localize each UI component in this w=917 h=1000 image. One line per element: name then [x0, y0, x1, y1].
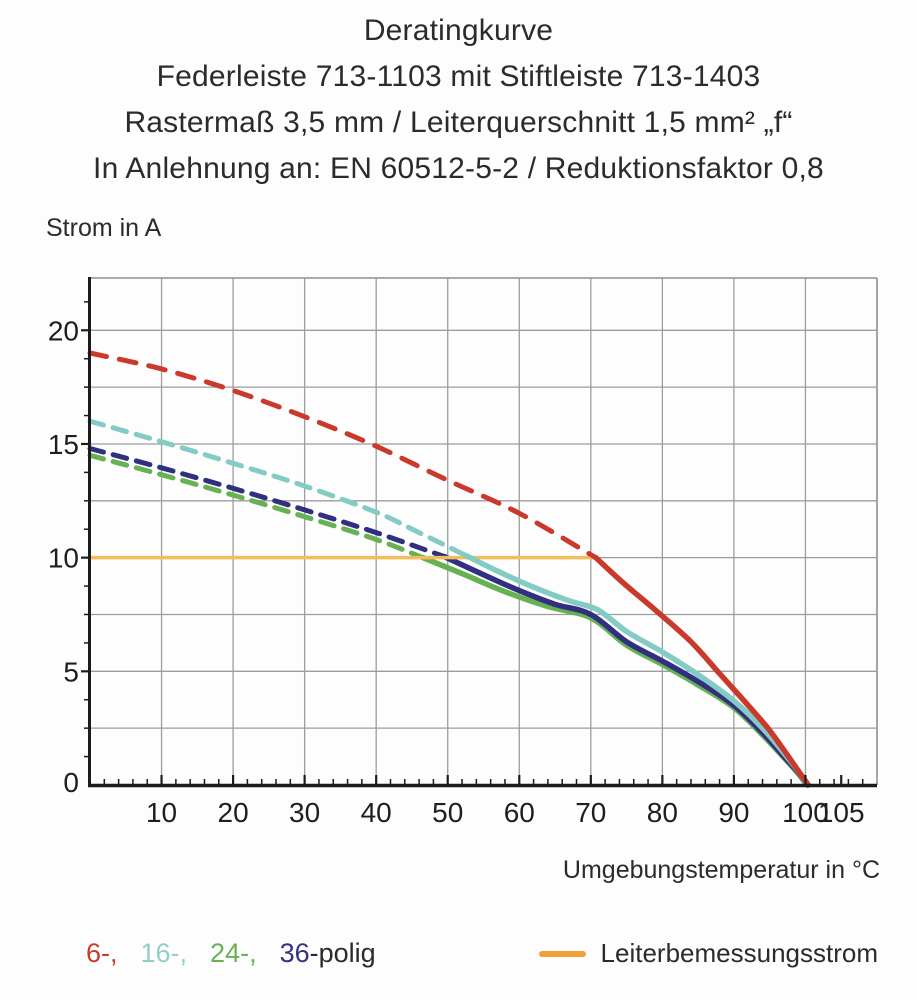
legend-polig-suffix: -polig	[309, 938, 376, 968]
legend-entry-36pole	[280, 938, 376, 969]
legend-entry-36pole-number: 36	[279, 938, 310, 968]
y-tick-label-20: 20	[47, 315, 79, 347]
y-tick-label-10: 10	[47, 542, 79, 574]
x-tick-label-60: 60	[503, 797, 535, 828]
legend-entry-6pole: 6-,	[86, 938, 118, 968]
rated-current-label: Leiterbemessungsstrom	[600, 938, 878, 968]
legend-rated-current	[539, 938, 878, 969]
x-tick-label-40: 40	[360, 797, 392, 828]
legend-pole-counts	[86, 938, 376, 969]
y-axis-title: Strom in A	[46, 214, 162, 242]
y-tick-label-5: 5	[63, 656, 79, 688]
legend-entry-24pole: 24-,	[210, 938, 257, 968]
x-tick-label-30: 30	[289, 797, 321, 828]
x-axis-title: Umgebungstemperatur in °C	[562, 856, 880, 884]
chart-subtitle-spec: Rastermaß 3,5 mm / Leiterquerschnitt 1,5 mm² „f“	[124, 106, 793, 139]
x-tick-label-100: 100	[782, 797, 829, 828]
x-tick-label-10: 10	[145, 797, 178, 828]
16-polig-dashed-curve	[90, 421, 466, 555]
y-tick-label-0: 0	[63, 767, 79, 798]
36-polig-dashed-curve	[90, 449, 444, 557]
chart-title: Deratingkurve	[363, 14, 554, 47]
y-tick-label-15: 15	[47, 428, 79, 460]
x-tick-label-70: 70	[575, 797, 607, 828]
x-tick-label-80: 80	[646, 797, 678, 828]
x-tick-label-20: 20	[217, 797, 249, 828]
legend	[86, 938, 878, 969]
x-tick-label-105: 105	[817, 797, 865, 828]
chart-subtitle-norm: In Anlehnung an: EN 60512-5-2 / Reduktionsfaktor 0,8	[93, 152, 824, 185]
chart-subtitle-parts: Federleiste 713-1103 mit Stiftleiste 713-1403	[156, 60, 761, 93]
rated-current-line-swatch	[539, 951, 586, 957]
x-tick-label-90: 90	[718, 797, 750, 828]
legend-entry-16pole: 16-,	[140, 938, 188, 968]
x-tick-label-50: 50	[432, 797, 464, 828]
